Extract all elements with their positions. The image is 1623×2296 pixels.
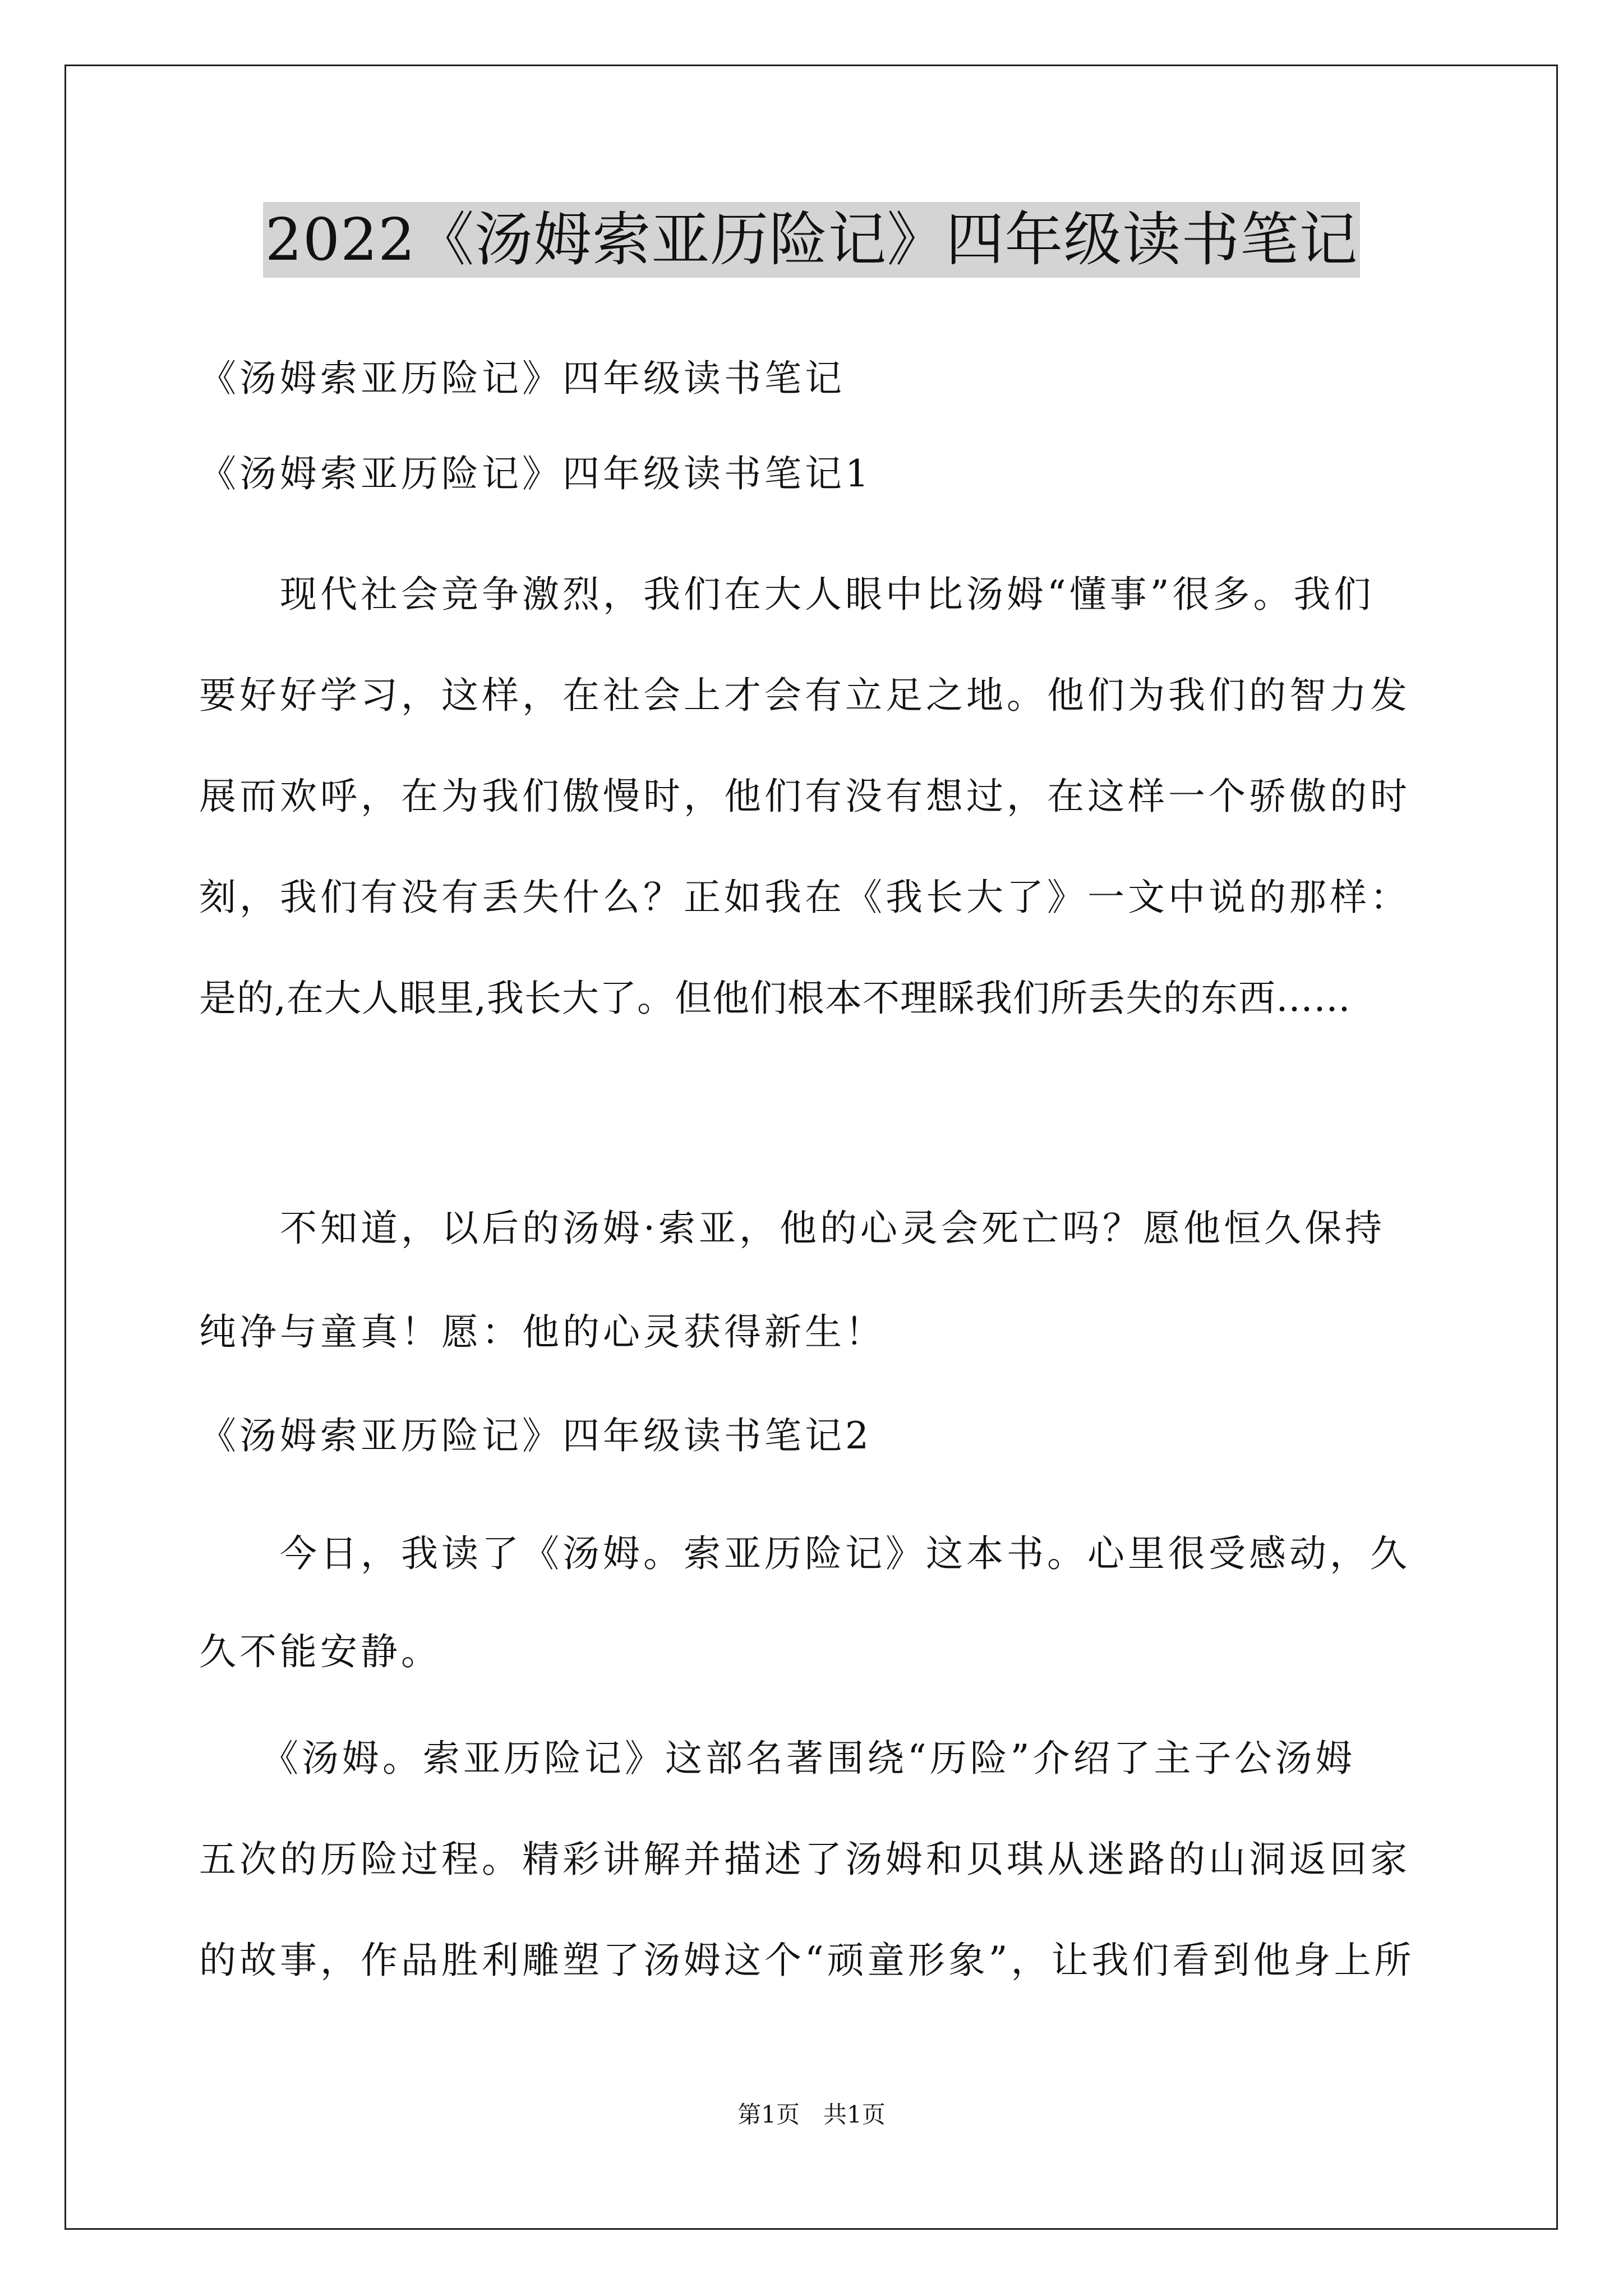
text-line: 要好好学习，这样，在社会上才会有立足之地。他们为我们的智力发 [199,674,1410,717]
text-line: 五次的历险过程。精彩讲解并描述了汤姆和贝琪从迷路的山洞返回家 [199,1838,1410,1881]
text-line: 是的,在大人眼里,我长大了。但他们根本不理睬我们所丢失的东西…… [199,977,1351,1020]
title-container [0,202,1623,278]
text-line: 纯净与童真！愿：他的心灵获得新生！ [199,1310,886,1354]
text-line: 今日，我读了《汤姆。索亚历险记》这本书。心里很受感动，久 [199,1532,1410,1575]
text-line: 《汤姆。索亚历险记》这部名著围绕“历险”介绍了主子公汤姆 [199,1737,1356,1780]
text-line: 的故事，作品胜利雕塑了汤姆这个“顽童形象”，让我们看到他身上所 [199,1939,1415,1982]
document-title: 2022《汤姆索亚历险记》四年级读书笔记 [263,202,1361,278]
text-line: 《汤姆索亚历险记》四年级读书笔记 [199,357,845,400]
text-line: 《汤姆索亚历险记》四年级读书笔记1 [199,452,872,495]
text-line: 现代社会竞争激烈，我们在大人眼中比汤姆“懂事”很多。我们 [199,573,1375,616]
text-line: 《汤姆索亚历险记》四年级读书笔记2 [199,1414,872,1457]
text-line: 刻，我们有没有丢失什么？正如我在《我长大了》一文中说的那样： [199,876,1410,919]
text-line: 久不能安静。 [199,1630,441,1673]
text-line: 不知道，以后的汤姆·索亚，他的心灵会死亡吗？愿他恒久保持 [199,1207,1385,1250]
page-number-footer: 第1页 共1页 [737,2101,886,2128]
text-line: 展而欢呼，在为我们傲慢时，他们有没有想过，在这样一个骄傲的时 [199,775,1410,818]
